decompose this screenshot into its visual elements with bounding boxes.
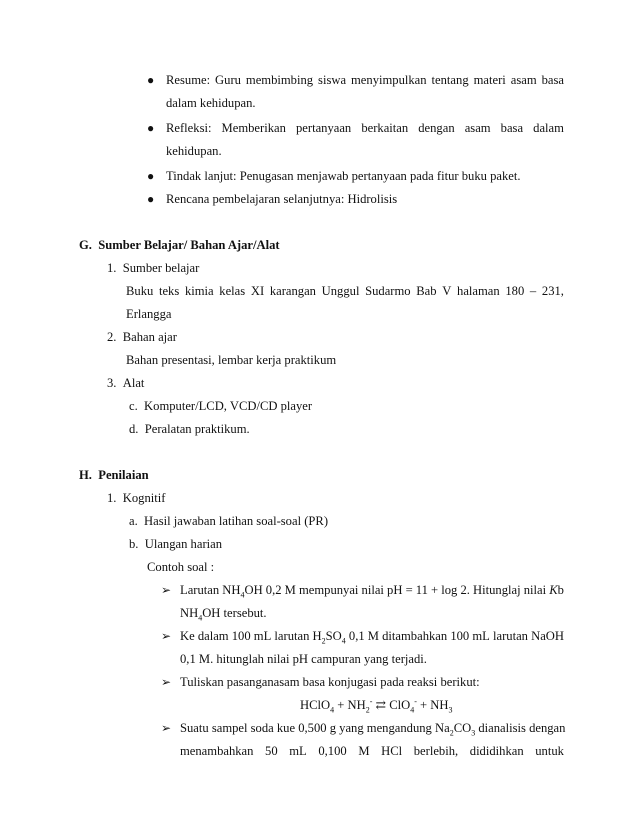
bullet-resume-line1: Resume: Guru membimbing siswa menyimpulkan tentang materi asam basa (166, 73, 564, 87)
g-item-1: 1. Sumber belajar (107, 261, 200, 275)
h-item-1-sub-b: b. Ulangan harian (129, 537, 223, 551)
g-item-2: 2. Bahan ajar (107, 330, 177, 344)
contoh-soal-label: Contoh soal : (147, 560, 215, 574)
arrow-bullet-icon: ➢ (161, 721, 172, 735)
bullet-icon: ● (147, 121, 155, 135)
bullet-icon: ● (147, 169, 155, 183)
bullet-icon: ● (147, 192, 155, 206)
bullet-icon: ● (147, 73, 155, 87)
g-item-3-sub-d: d. Peralatan praktikum. (129, 422, 250, 436)
section-g-heading: G. Sumber Belajar/ Bahan Ajar/Alat (79, 238, 280, 252)
g-item-1-detail-line2: Erlangga (126, 307, 172, 321)
arrow-bullet-icon: ➢ (161, 675, 172, 689)
question-3-line1: Tuliskan pasanganasam basa konjugasi pada reaksi berikut: (180, 675, 480, 689)
arrow-bullet-icon: ➢ (161, 629, 172, 643)
bullet-tindak-lanjut: Tindak lanjut: Penugasan menjawab pertanyaan pada fitur buku paket. (166, 169, 521, 183)
bullet-refleksi-line2: kehidupan. (166, 144, 222, 158)
question-2-line2: 0,1 M. hitunglah nilai pH campuran yang terjadi. (180, 652, 427, 666)
question-3-equation: HClO$_4$ + $NH_2^-$ ⇄ $ClO_4^- + NH_3$ (300, 696, 453, 715)
question-1-line2: $NH_4OH$ tersebut. (180, 606, 267, 623)
section-h-heading: H. Penilaian (79, 468, 149, 482)
bullet-resume-line2: dalam kehidupan. (166, 96, 256, 110)
g-item-3: 3. Alat (107, 376, 145, 390)
bullet-refleksi-line1: Refleksi: Memberikan pertanyaan berkaitan dengan asam basa dalam (166, 121, 564, 135)
h-item-1: 1. Kognitif (107, 491, 166, 505)
question-2-line1: Ke dalam 100 mL larutan $H_2SO_4$ 0,1 M ditambahkan 100 mL larutan NaOH (180, 629, 564, 646)
g-item-1-detail-line1: Buku teks kimia kelas XI karangan Unggul Sudarmo Bab V halaman 180 – 231, (126, 284, 564, 298)
g-item-3-sub-c: c. Komputer/LCD, VCD/CD player (129, 399, 313, 413)
bullet-rencana: Rencana pembelajaran selanjutnya: Hidrolisis (166, 192, 398, 206)
h-item-1-sub-a: a. Hasil jawaban latihan soal-soal (PR) (129, 514, 329, 528)
arrow-bullet-icon: ➢ (161, 583, 172, 597)
g-item-2-detail: Bahan presentasi, lembar kerja praktikum (126, 353, 337, 367)
question-1-line1: Larutan $NH_4OH$ 0,2 M mempunyai nilai pH = 11 + log 2. Hitunglaj nilai Kb (180, 583, 564, 600)
question-4-line1: Suatu sampel soda kue 0,500 g yang mengandung $Na_2CO_3$ dianalisis dengan (180, 721, 566, 738)
question-4-line2: menambahkan 50 mL 0,100 M HCl berlebih, dididihkan untuk (180, 744, 564, 758)
